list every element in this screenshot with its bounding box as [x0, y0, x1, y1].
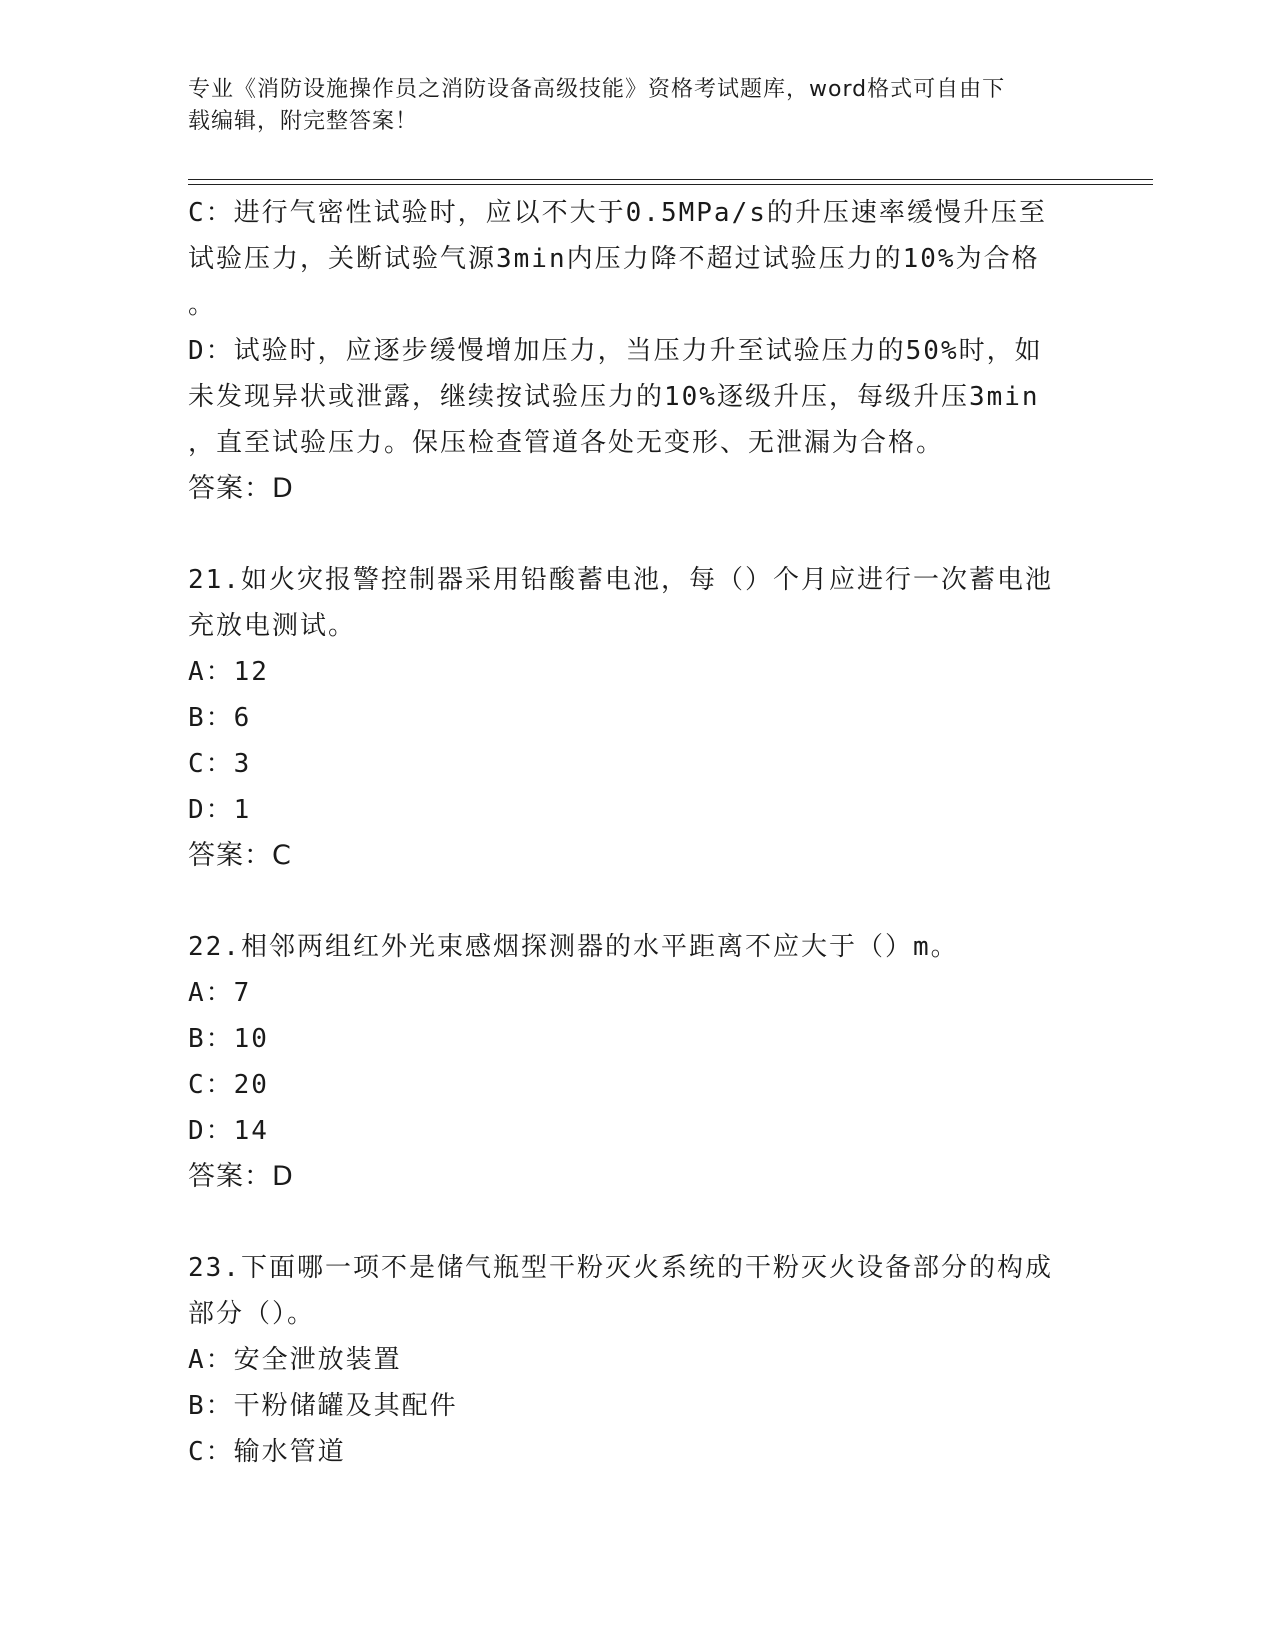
option-d: D：14 — [188, 1116, 269, 1146]
question-21 — [188, 557, 1088, 879]
option-a: A：12 — [188, 657, 269, 687]
option-a: A：安全泄放装置 — [188, 1345, 402, 1375]
option-d-line: ，直至试验压力。保压检查管道各处无变形、无泄漏为合格。 — [188, 428, 945, 458]
option-c-line: C：进行气密性试验时，应以不大于0.5MPa/s的升压速率缓慢升压至 — [188, 198, 1047, 228]
question-20-continuation — [188, 190, 1088, 512]
question-stem: 充放电测试。 — [188, 611, 357, 641]
option-c: C：输水管道 — [188, 1437, 346, 1467]
option-b: B：6 — [188, 703, 252, 733]
option-b: B：干粉储罐及其配件 — [188, 1391, 458, 1421]
option-c-line: 试验压力，关断试验气源3min内压力降不超过试验压力的10%为合格 — [188, 244, 1040, 274]
header-line-1: 专业《消防设施操作员之消防设备高级技能》资格考试题库，word格式可自由下 — [188, 77, 1006, 102]
question-stem: 22.相邻两组红外光束感烟探测器的水平距离不应大于（）m。 — [188, 932, 959, 962]
option-d-line: D：试验时，应逐步缓慢增加压力，当压力升至试验压力的50%时，如 — [188, 336, 1043, 366]
question-stem: 部分（）。 — [188, 1299, 316, 1329]
question-23 — [188, 1245, 1088, 1475]
document-body — [188, 190, 1088, 1475]
question-stem: 23.下面哪一项不是储气瓶型干粉灭火系统的干粉灭火设备部分的构成 — [188, 1253, 1053, 1283]
option-c: C：20 — [188, 1070, 269, 1100]
option-c: C：3 — [188, 749, 252, 779]
header-divider-bottom — [188, 184, 1153, 185]
header-divider-top — [188, 179, 1153, 180]
answer-label: 答案：C — [188, 840, 292, 871]
answer-label: 答案：D — [188, 473, 294, 504]
option-d-line: 未发现异状或泄露，继续按试验压力的10%逐级升压，每级升压3min — [188, 382, 1040, 412]
answer-label: 答案：D — [188, 1161, 294, 1192]
document-header — [188, 74, 1068, 138]
option-c-line: 。 — [188, 290, 217, 320]
option-d: D：1 — [188, 795, 252, 825]
question-22 — [188, 924, 1088, 1200]
question-stem: 21.如火灾报警控制器采用铅酸蓄电池，每（）个月应进行一次蓄电池 — [188, 565, 1053, 595]
option-b: B：10 — [188, 1024, 269, 1054]
header-line-2: 载编辑，附完整答案！ — [188, 109, 419, 134]
option-a: A：7 — [188, 978, 252, 1008]
